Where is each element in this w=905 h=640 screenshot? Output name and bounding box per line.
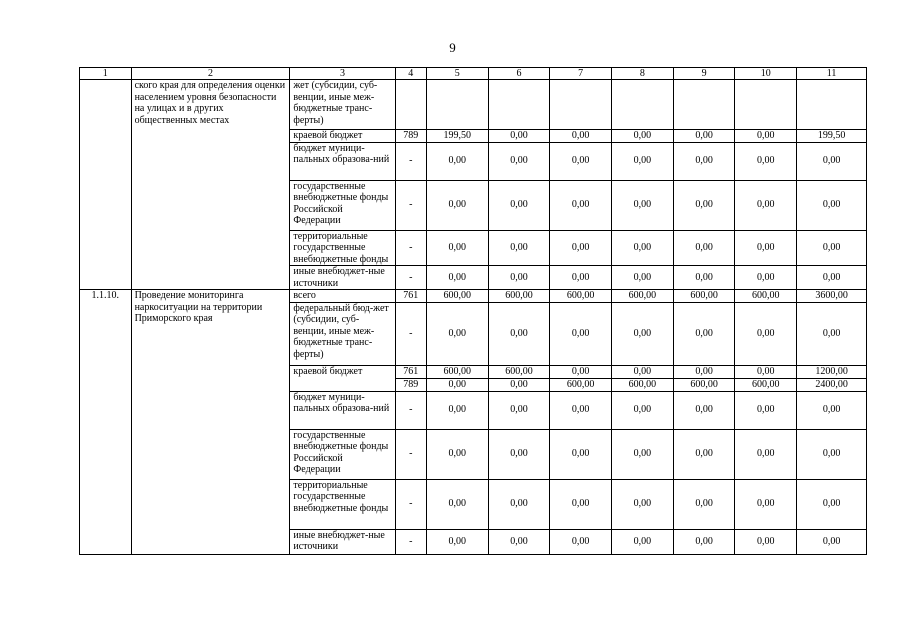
- value-cell: 0,00: [673, 142, 735, 180]
- value-cell: 0,00: [488, 378, 550, 391]
- value-cell: 0,00: [612, 142, 674, 180]
- funding-source-cell: жет (субсидии, суб-венции, иные меж-бюджетные транс-ферты): [290, 80, 395, 130]
- value-cell: [550, 80, 612, 130]
- value-cell: 600,00: [612, 290, 674, 303]
- value-cell: 0,00: [550, 365, 612, 378]
- value-cell: 0,00: [612, 479, 674, 529]
- value-cell: 0,00: [550, 130, 612, 143]
- value-cell: 600,00: [488, 365, 550, 378]
- budget-code-cell: -: [395, 230, 426, 266]
- value-cell: 1200,00: [797, 365, 867, 378]
- value-cell: 199,50: [426, 130, 488, 143]
- row-number-cell: 1.1.10.: [80, 290, 132, 555]
- column-header: 10: [735, 68, 797, 80]
- funding-source-cell: государственные внебюджетные фонды Российской Федерации: [290, 429, 395, 479]
- column-header: 6: [488, 68, 550, 80]
- funding-source-cell: бюджет муници-пальных образова-ний: [290, 142, 395, 180]
- funding-source-cell: территориальные государственные внебюджетные фонды: [290, 230, 395, 266]
- value-cell: 0,00: [612, 429, 674, 479]
- funding-source-cell: краевой бюджет: [290, 365, 395, 391]
- budget-code-cell: -: [395, 391, 426, 429]
- value-cell: 600,00: [612, 378, 674, 391]
- value-cell: 0,00: [673, 302, 735, 365]
- value-cell: 0,00: [673, 365, 735, 378]
- value-cell: 0,00: [488, 130, 550, 143]
- value-cell: [426, 80, 488, 130]
- value-cell: 0,00: [735, 230, 797, 266]
- column-header: 7: [550, 68, 612, 80]
- value-cell: 0,00: [426, 378, 488, 391]
- value-cell: 0,00: [612, 130, 674, 143]
- value-cell: 0,00: [488, 142, 550, 180]
- value-cell: 0,00: [673, 230, 735, 266]
- value-cell: 600,00: [673, 378, 735, 391]
- value-cell: 600,00: [426, 365, 488, 378]
- row-number-cell: [80, 80, 132, 290]
- value-cell: 0,00: [797, 391, 867, 429]
- page-number: 9: [449, 40, 456, 55]
- header-row: [80, 68, 867, 80]
- value-cell: 0,00: [550, 266, 612, 290]
- value-cell: 0,00: [735, 429, 797, 479]
- value-cell: [612, 80, 674, 130]
- funding-source-cell: федеральный бюд-жет (субсидии, суб-венции, иные меж-бюджетные транс-ферты): [290, 302, 395, 365]
- table-row: [80, 80, 867, 130]
- budget-code-cell: -: [395, 142, 426, 180]
- value-cell: 0,00: [550, 391, 612, 429]
- value-cell: 0,00: [488, 180, 550, 230]
- value-cell: 0,00: [426, 180, 488, 230]
- value-cell: 0,00: [735, 142, 797, 180]
- budget-code-cell: [395, 80, 426, 130]
- value-cell: 0,00: [488, 230, 550, 266]
- value-cell: 0,00: [426, 429, 488, 479]
- value-cell: 0,00: [426, 230, 488, 266]
- value-cell: 0,00: [735, 391, 797, 429]
- funding-source-cell: всего: [290, 290, 395, 303]
- value-cell: 0,00: [797, 479, 867, 529]
- value-cell: 0,00: [426, 479, 488, 529]
- value-cell: 0,00: [612, 529, 674, 554]
- value-cell: 0,00: [797, 302, 867, 365]
- value-cell: 0,00: [550, 180, 612, 230]
- value-cell: 0,00: [735, 180, 797, 230]
- value-cell: 0,00: [550, 230, 612, 266]
- value-cell: 0,00: [673, 479, 735, 529]
- value-cell: 0,00: [426, 391, 488, 429]
- value-cell: 600,00: [735, 378, 797, 391]
- value-cell: 600,00: [550, 378, 612, 391]
- value-cell: 0,00: [612, 266, 674, 290]
- value-cell: 600,00: [673, 290, 735, 303]
- value-cell: 0,00: [426, 142, 488, 180]
- value-cell: 0,00: [550, 529, 612, 554]
- column-header: 5: [426, 68, 488, 80]
- value-cell: 0,00: [550, 142, 612, 180]
- value-cell: 0,00: [673, 529, 735, 554]
- value-cell: 3600,00: [797, 290, 867, 303]
- value-cell: 0,00: [673, 130, 735, 143]
- funding-source-cell: бюджет муници-пальных образова-ний: [290, 391, 395, 429]
- value-cell: 0,00: [612, 230, 674, 266]
- value-cell: 0,00: [612, 365, 674, 378]
- value-cell: 0,00: [797, 230, 867, 266]
- value-cell: 0,00: [550, 479, 612, 529]
- budget-code-cell: -: [395, 479, 426, 529]
- value-cell: [735, 80, 797, 130]
- budget-code-cell: -: [395, 266, 426, 290]
- column-header: 8: [612, 68, 674, 80]
- value-cell: 0,00: [550, 302, 612, 365]
- value-cell: 0,00: [673, 180, 735, 230]
- column-header: 3: [290, 68, 395, 80]
- value-cell: 0,00: [673, 391, 735, 429]
- budget-table: [79, 67, 867, 555]
- value-cell: 600,00: [735, 290, 797, 303]
- value-cell: 0,00: [426, 302, 488, 365]
- budget-code-cell: 761: [395, 290, 426, 303]
- funding-source-cell: иные внебюджет-ные источники: [290, 529, 395, 554]
- value-cell: 600,00: [550, 290, 612, 303]
- value-cell: 0,00: [488, 302, 550, 365]
- value-cell: 0,00: [488, 479, 550, 529]
- value-cell: 2400,00: [797, 378, 867, 391]
- column-header: 9: [673, 68, 735, 80]
- value-cell: 0,00: [735, 302, 797, 365]
- budget-code-cell: 789: [395, 378, 426, 391]
- funding-source-cell: иные внебюджет-ные источники: [290, 266, 395, 290]
- budget-code-cell: 761: [395, 365, 426, 378]
- funding-source-cell: краевой бюджет: [290, 130, 395, 143]
- value-cell: 0,00: [612, 391, 674, 429]
- value-cell: 0,00: [673, 429, 735, 479]
- column-header: 2: [131, 68, 290, 80]
- value-cell: 0,00: [797, 180, 867, 230]
- budget-code-cell: -: [395, 529, 426, 554]
- budget-code-cell: -: [395, 429, 426, 479]
- budget-code-cell: -: [395, 180, 426, 230]
- value-cell: 0,00: [612, 302, 674, 365]
- value-cell: 0,00: [550, 429, 612, 479]
- value-cell: 0,00: [735, 479, 797, 529]
- value-cell: 0,00: [488, 429, 550, 479]
- value-cell: 0,00: [488, 391, 550, 429]
- value-cell: 600,00: [488, 290, 550, 303]
- column-header: 1: [80, 68, 132, 80]
- funding-source-cell: государственные внебюджетные фонды Российской Федерации: [290, 180, 395, 230]
- value-cell: 0,00: [735, 130, 797, 143]
- value-cell: 0,00: [488, 529, 550, 554]
- value-cell: 0,00: [735, 529, 797, 554]
- value-cell: 0,00: [426, 529, 488, 554]
- value-cell: 600,00: [426, 290, 488, 303]
- value-cell: [797, 80, 867, 130]
- budget-code-cell: -: [395, 302, 426, 365]
- value-cell: 0,00: [797, 142, 867, 180]
- value-cell: 199,50: [797, 130, 867, 143]
- value-cell: [673, 80, 735, 130]
- budget-code-cell: 789: [395, 130, 426, 143]
- value-cell: 0,00: [735, 365, 797, 378]
- value-cell: 0,00: [735, 266, 797, 290]
- value-cell: [488, 80, 550, 130]
- value-cell: 0,00: [797, 266, 867, 290]
- value-cell: 0,00: [488, 266, 550, 290]
- funding-source-cell: территориальные государственные внебюджетные фонды: [290, 479, 395, 529]
- measure-description: Проведение мониторинга наркоситуации на территории Приморского края: [131, 290, 290, 555]
- column-header: 11: [797, 68, 867, 80]
- column-header: 4: [395, 68, 426, 80]
- table-row: [80, 290, 867, 303]
- value-cell: 0,00: [426, 266, 488, 290]
- value-cell: 0,00: [673, 266, 735, 290]
- value-cell: 0,00: [797, 529, 867, 554]
- value-cell: 0,00: [612, 180, 674, 230]
- measure-description: ского края для определения оценки населением уровня безопасности на улицах и в других общественных местах: [131, 80, 290, 290]
- value-cell: 0,00: [797, 429, 867, 479]
